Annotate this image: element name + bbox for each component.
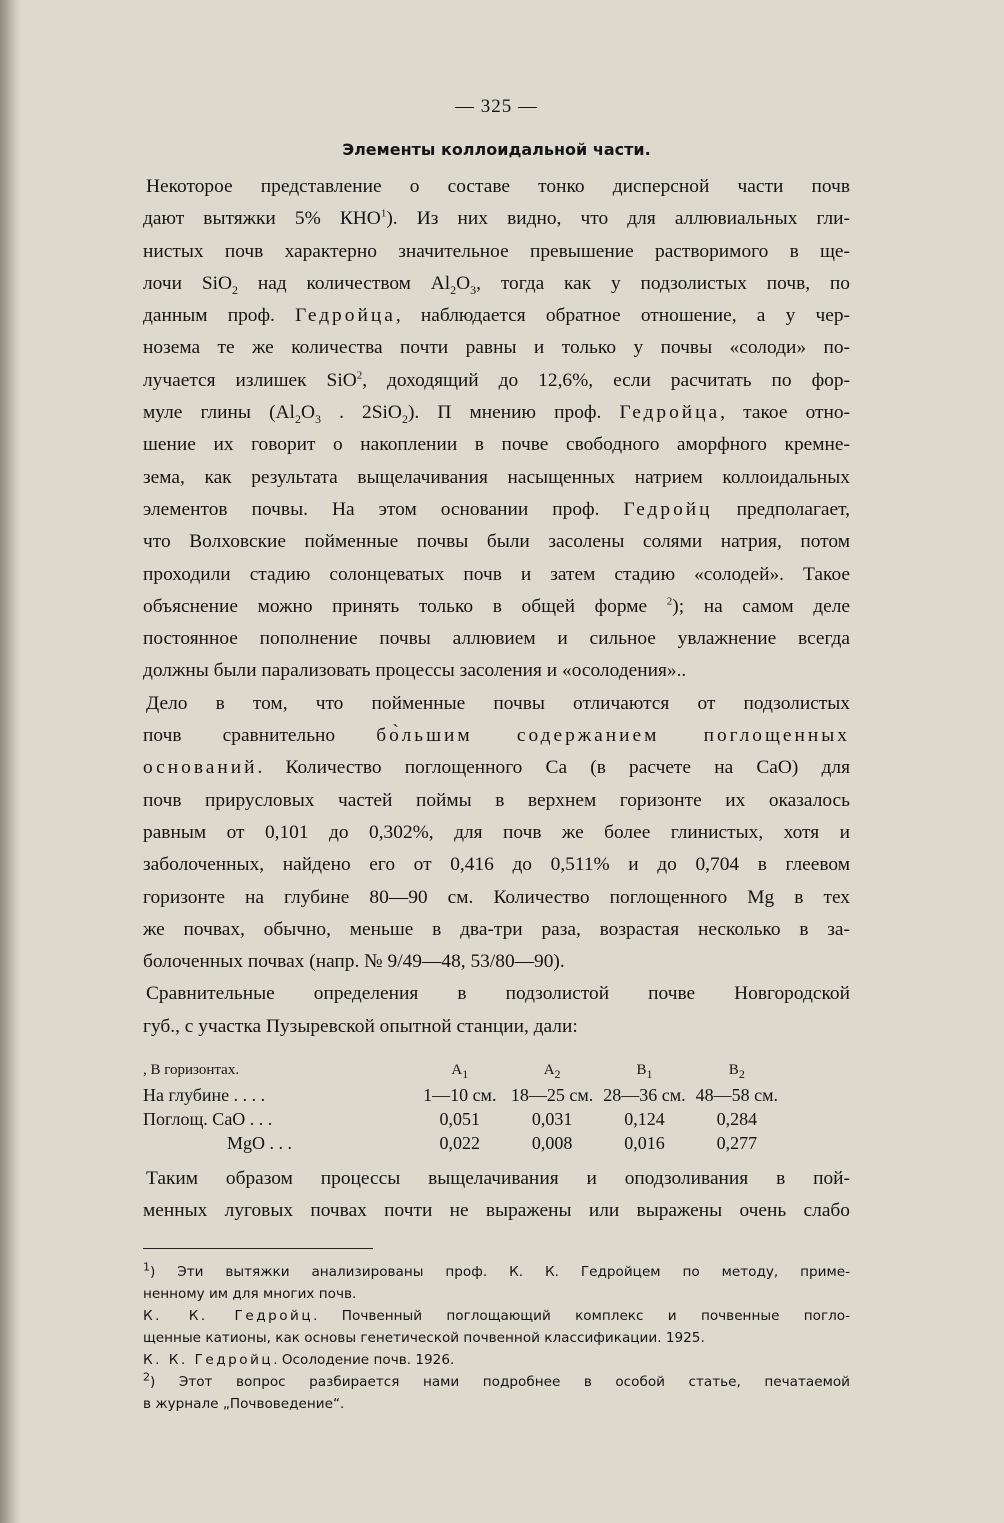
author-name: Гедройц [623, 498, 713, 520]
paragraph-4: Таким образом процессы выщелачивания и оподзоливания в пой- менных луговых почвах почти не выражены или выражены очень слабо [143, 1168, 850, 1222]
text-line: Некоторое представление о составе тонко дисперсной части почв [146, 176, 850, 197]
footnote-2: $^2$) Этот вопрос разбирается нами подробнее в особой статье, печатаемой [143, 1370, 850, 1390]
table-row: MgO . . . 0,022 0,008 0,016 0,277 [227, 1132, 758, 1153]
footnote-divider [143, 1248, 373, 1249]
footnote-ref-1: 1 [380, 207, 387, 220]
page [143, 96, 850, 1415]
horizon-table [143, 1057, 783, 1155]
author-name: Гедройца [619, 402, 721, 424]
page-number: — 325 — [455, 96, 538, 117]
footnote-ref-2: 2 [666, 595, 673, 608]
table-row: Поглощ. СаО . . . 0,051 0,031 0,124 0,284 [143, 1108, 758, 1129]
table-header-label: , В горизонтах. [143, 1061, 240, 1078]
table-header-row: , В горизонтах. $A_1$ $A_2$ $B_1$ $B_2$ [143, 1057, 783, 1083]
section-heading: Элементы коллоидальной части. [342, 140, 651, 159]
footnote-1: $^1$) Эти вытяжки анализированы проф. К. К. Гедройцем по методу, приме- [143, 1260, 850, 1280]
paragraph-2: Дело в том, что пойменные почвы отличаются от подзолистых почв сравнительно бо̀льшим содержанием поглощенных оснований. Количество поглощенного Са (в расчете на СаО) для почв прирусловых частей поймы в верхнем горизонте их оказалось равным от 0,101 до 0,302%, для почв же более глинистых, хотя и заболоченных, найдено его от 0,416 до 0,511% и до 0,704 в глеевом горизонте на глубине 80—90 см. Количество поглощенного Mg в тех же почвах, обычно, меньше в два-три раза, возрастая несколько в за- болоченных почвах (напр. № 9/49—48, 53/80—90). [143, 692, 850, 973]
reference-1: К. К. Гедройц. Почвенный поглощающий комплекс и почвенные погло- [143, 1307, 850, 1324]
paragraph-3: Сравнительные определения в подзолистой почве Новгородской губ., с участка Пузыревской опытной станции, дали: [143, 983, 850, 1037]
reference-2: К. К. Гедройц. Осолодение почв. 1926. [143, 1351, 455, 1368]
table-row: На глубине . . . . 1—10 см. 18—25 см. 28—36 см. 48—58 см. [143, 1084, 778, 1105]
footnotes: $^1$) Эти вытяжки анализированы проф. К. К. Гедройцем по методу, приме- ненному им для многих почв. К. К. Гедройц. Почвенный поглощающий комплекс и почвенные погло- щенные катионы, как основы генетической почвенной классификации. 1925. К. К. Гедройц. Осолодение почв. 1926. $^2$) Этот вопрос разбирается нами подробнее в особой статье, печатаемой в журнале „Почвоведение“. [143, 1260, 850, 1412]
author-name: Гедройца [295, 305, 396, 327]
paragraph-1: Некоторое представление о составе тонко дисперсной части почв дают вытяжки 5% КНО$^1$). Из них видно, что для аллювиальных гли- нистых почв характерно значительное превышение растворимого в ще- лочи SiO$_2$ над количеством $Al_2O_3$, тогда как у подзолистых почв, по данным проф. Гедройца, наблюдается обратное отношение, а у чер- нозема те же количества почти равны и только у почвы «солоди» по- лучается излишек SiO$^2$, доходящий до 12,6%, если расчитать по фор- муле глины ($Al_2O_3$ . 2SiO$_2$). П мнению проф. Гедройца, такое отно- шение их говорит о накоплении в почве свободного аморфного кремне- зема, как результата выщелачивания насыщенных натрием коллоидальных элементов почвы. На этом основании проф. Гедройц предполагает, что Волховские пойменные почвы были засолены солями натрия, потом проходили стадию солонцеватых почв и затем стадию «солодей». Такое объяснение можно принять только в общей форме $^2$); на самом деле постоянное пополнение почвы аллювием и сильное увлажнение всегда должны были парализовать процессы засоления и «осолодения».. [143, 176, 851, 682]
page-edge [0, 0, 22, 1523]
